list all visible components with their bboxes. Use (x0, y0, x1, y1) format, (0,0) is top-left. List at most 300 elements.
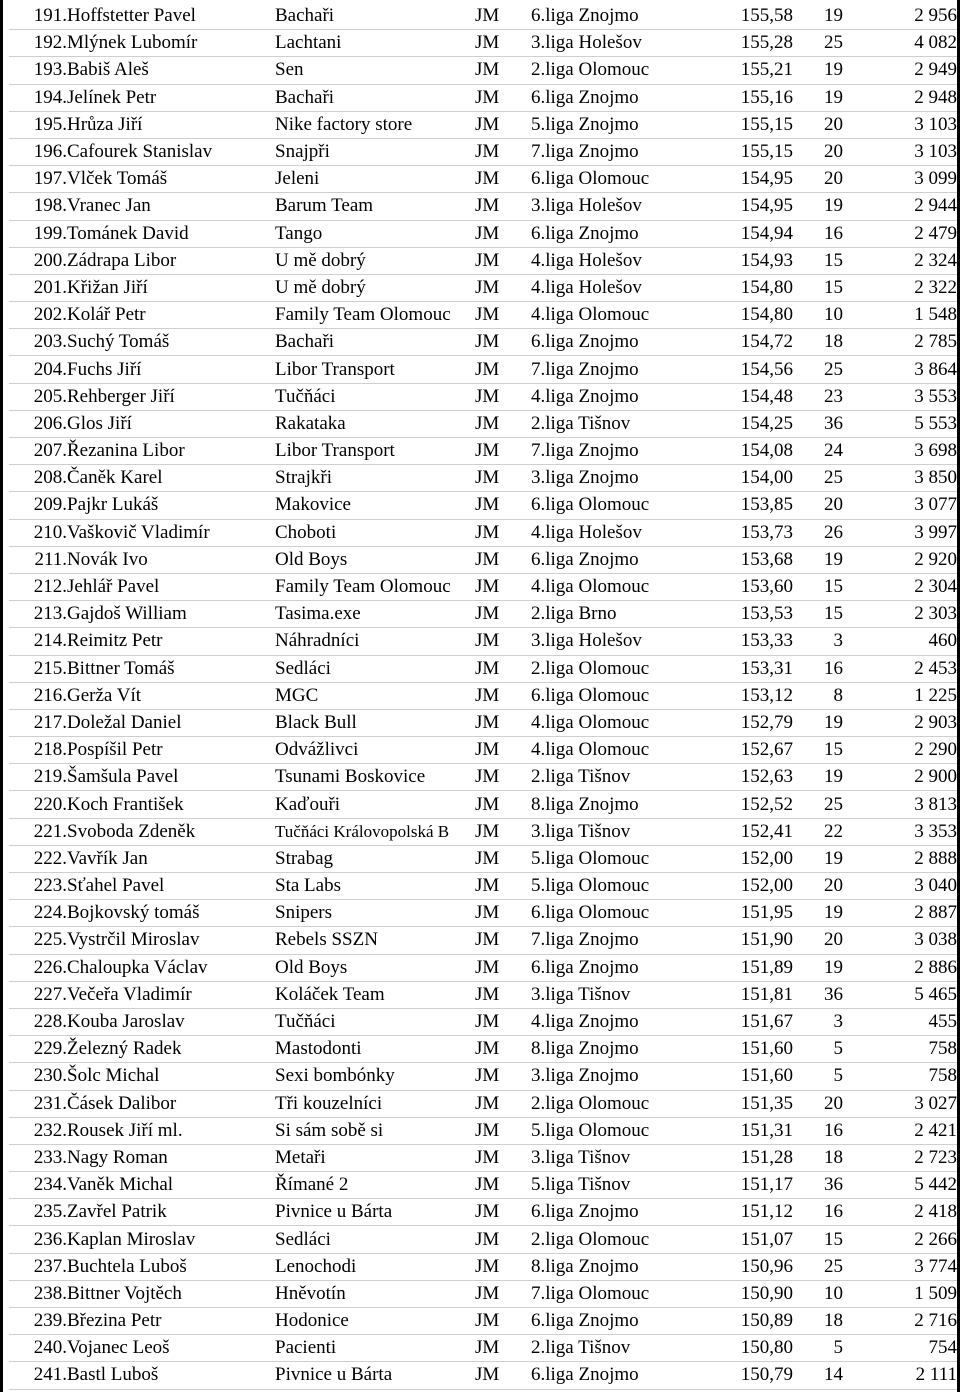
player-name-cell: Vaškovič Vladimír (67, 519, 275, 546)
games-cell: 20 (793, 873, 843, 900)
region-cell: JM (475, 954, 531, 981)
player-name-cell: Vavřík Jan (67, 845, 275, 872)
team-cell: U mě dobrý (275, 247, 475, 274)
table-row (9, 111, 957, 138)
average-cell: 151,28 (681, 1144, 793, 1171)
average-cell: 152,41 (681, 818, 793, 845)
team-cell: Tučňáci (275, 1008, 475, 1035)
total-cell: 3 813 (843, 791, 957, 818)
table-row (9, 220, 957, 247)
total-cell: 5 465 (843, 981, 957, 1008)
rank-cell: 240. (9, 1335, 67, 1362)
league-cell: 2.liga Tišnov (531, 1335, 681, 1362)
games-cell: 25 (793, 356, 843, 383)
average-cell: 151,12 (681, 1199, 793, 1226)
rank-cell: 202. (9, 302, 67, 329)
total-cell: 2 956 (843, 3, 957, 30)
team-cell: Sexi bombónky (275, 1063, 475, 1090)
league-cell: 6.liga Znojmo (531, 220, 681, 247)
rank-cell: 237. (9, 1253, 67, 1280)
average-cell: 151,81 (681, 981, 793, 1008)
region-cell: JM (475, 1144, 531, 1171)
table-row (9, 1008, 957, 1035)
games-cell: 25 (793, 1253, 843, 1280)
player-name-cell: Hoffstetter Pavel (67, 3, 275, 30)
total-cell: 3 850 (843, 465, 957, 492)
region-cell: JM (475, 3, 531, 30)
average-cell: 151,60 (681, 1063, 793, 1090)
total-cell: 758 (843, 1036, 957, 1063)
table-row (9, 138, 957, 165)
rank-cell: 215. (9, 655, 67, 682)
league-cell: 6.liga Olomouc (531, 166, 681, 193)
average-cell: 151,95 (681, 900, 793, 927)
player-name-cell: Doležal Daniel (67, 709, 275, 736)
league-cell: 3.liga Znojmo (531, 1063, 681, 1090)
region-cell: JM (475, 519, 531, 546)
rank-cell: 236. (9, 1226, 67, 1253)
league-cell: 6.liga Znojmo (531, 954, 681, 981)
team-cell: Lenochodi (275, 1253, 475, 1280)
player-name-cell: Mlýnek Lubomír (67, 30, 275, 57)
games-cell: 19 (793, 709, 843, 736)
rank-cell: 227. (9, 981, 67, 1008)
player-name-cell: Čásek Dalibor (67, 1090, 275, 1117)
table-row (9, 57, 957, 84)
region-cell: JM (475, 1063, 531, 1090)
league-cell: 7.liga Znojmo (531, 438, 681, 465)
region-cell: JM (475, 57, 531, 84)
team-cell: Barum Team (275, 193, 475, 220)
player-name-cell: Suchý Tomáš (67, 329, 275, 356)
rank-cell: 213. (9, 601, 67, 628)
team-cell: Římané 2 (275, 1172, 475, 1199)
games-cell: 26 (793, 519, 843, 546)
average-cell: 151,35 (681, 1090, 793, 1117)
league-cell: 3.liga Holešov (531, 628, 681, 655)
player-name-cell: Koch František (67, 791, 275, 818)
rank-cell: 224. (9, 900, 67, 927)
rank-cell: 225. (9, 927, 67, 954)
league-cell: 5.liga Tišnov (531, 1172, 681, 1199)
results-table-body (9, 3, 957, 1389)
games-cell: 25 (793, 465, 843, 492)
team-cell: Sta Labs (275, 873, 475, 900)
rank-cell: 233. (9, 1144, 67, 1171)
table-row (9, 573, 957, 600)
team-cell: Tsunami Boskovice (275, 764, 475, 791)
player-name-cell: Šamšula Pavel (67, 764, 275, 791)
league-cell: 6.liga Znojmo (531, 84, 681, 111)
rank-cell: 203. (9, 329, 67, 356)
total-cell: 754 (843, 1335, 957, 1362)
league-cell: 8.liga Znojmo (531, 1253, 681, 1280)
league-cell: 3.liga Holešov (531, 193, 681, 220)
team-cell: Bachaři (275, 84, 475, 111)
total-cell: 2 723 (843, 1144, 957, 1171)
team-cell: U mě dobrý (275, 274, 475, 301)
team-cell: Tasima.exe (275, 601, 475, 628)
team-cell: Si sám sobě si (275, 1117, 475, 1144)
total-cell: 3 103 (843, 138, 957, 165)
team-cell: Nike factory store (275, 111, 475, 138)
region-cell: JM (475, 383, 531, 410)
games-cell: 3 (793, 1008, 843, 1035)
team-cell: Pivnice u Bárta (275, 1362, 475, 1389)
table-row (9, 873, 957, 900)
team-cell: Family Team Olomouc (275, 573, 475, 600)
player-name-cell: Rousek Jiří ml. (67, 1117, 275, 1144)
average-cell: 154,95 (681, 193, 793, 220)
average-cell: 151,17 (681, 1172, 793, 1199)
player-name-cell: Cafourek Stanislav (67, 138, 275, 165)
region-cell: JM (475, 138, 531, 165)
games-cell: 20 (793, 492, 843, 519)
average-cell: 154,72 (681, 329, 793, 356)
rank-cell: 208. (9, 465, 67, 492)
average-cell: 153,53 (681, 601, 793, 628)
region-cell: JM (475, 927, 531, 954)
table-row (9, 274, 957, 301)
games-cell: 19 (793, 57, 843, 84)
region-cell: JM (475, 573, 531, 600)
region-cell: JM (475, 1253, 531, 1280)
league-cell: 6.liga Znojmo (531, 3, 681, 30)
region-cell: JM (475, 628, 531, 655)
team-cell: Jeleni (275, 166, 475, 193)
league-cell: 4.liga Holešov (531, 519, 681, 546)
team-cell: Tučňáci Královopolská B (275, 818, 475, 845)
league-cell: 4.liga Holešov (531, 274, 681, 301)
total-cell: 758 (843, 1063, 957, 1090)
region-cell: JM (475, 1117, 531, 1144)
player-name-cell: Gerža Vít (67, 682, 275, 709)
league-cell: 3.liga Tišnov (531, 1144, 681, 1171)
team-cell: Rebels SSZN (275, 927, 475, 954)
rank-cell: 191. (9, 3, 67, 30)
rank-cell: 219. (9, 764, 67, 791)
team-cell: Mastodonti (275, 1036, 475, 1063)
region-cell: JM (475, 247, 531, 274)
rank-cell: 230. (9, 1063, 67, 1090)
average-cell: 153,68 (681, 546, 793, 573)
total-cell: 5 553 (843, 410, 957, 437)
table-row (9, 1144, 957, 1171)
table-row (9, 954, 957, 981)
results-table (9, 3, 957, 1390)
player-name-cell: Vranec Jan (67, 193, 275, 220)
average-cell: 150,80 (681, 1335, 793, 1362)
rank-cell: 207. (9, 438, 67, 465)
rank-cell: 200. (9, 247, 67, 274)
region-cell: JM (475, 1008, 531, 1035)
average-cell: 155,16 (681, 84, 793, 111)
games-cell: 15 (793, 1226, 843, 1253)
total-cell: 3 103 (843, 111, 957, 138)
league-cell: 2.liga Olomouc (531, 1226, 681, 1253)
total-cell: 3 040 (843, 873, 957, 900)
table-row (9, 302, 957, 329)
league-cell: 5.liga Olomouc (531, 845, 681, 872)
team-cell: Tango (275, 220, 475, 247)
total-cell: 3 698 (843, 438, 957, 465)
rank-cell: 194. (9, 84, 67, 111)
player-name-cell: Glos Jiří (67, 410, 275, 437)
league-cell: 4.liga Olomouc (531, 573, 681, 600)
total-cell: 3 553 (843, 383, 957, 410)
league-cell: 6.liga Znojmo (531, 1308, 681, 1335)
games-cell: 23 (793, 383, 843, 410)
average-cell: 154,80 (681, 302, 793, 329)
rank-cell: 204. (9, 356, 67, 383)
average-cell: 152,00 (681, 873, 793, 900)
player-name-cell: Kouba Jaroslav (67, 1008, 275, 1035)
team-cell: Lachtani (275, 30, 475, 57)
total-cell: 2 886 (843, 954, 957, 981)
region-cell: JM (475, 845, 531, 872)
region-cell: JM (475, 981, 531, 1008)
games-cell: 8 (793, 682, 843, 709)
region-cell: JM (475, 737, 531, 764)
table-row (9, 166, 957, 193)
league-cell: 2.liga Olomouc (531, 57, 681, 84)
average-cell: 154,08 (681, 438, 793, 465)
region-cell: JM (475, 1199, 531, 1226)
table-row (9, 655, 957, 682)
player-name-cell: Babiš Aleš (67, 57, 275, 84)
player-name-cell: Novák Ivo (67, 546, 275, 573)
total-cell: 2 920 (843, 546, 957, 573)
average-cell: 155,21 (681, 57, 793, 84)
average-cell: 153,33 (681, 628, 793, 655)
region-cell: JM (475, 193, 531, 220)
league-cell: 5.liga Olomouc (531, 1117, 681, 1144)
team-cell: Sedláci (275, 655, 475, 682)
total-cell: 2 888 (843, 845, 957, 872)
league-cell: 8.liga Znojmo (531, 1036, 681, 1063)
total-cell: 3 997 (843, 519, 957, 546)
team-cell: Snajpři (275, 138, 475, 165)
average-cell: 152,63 (681, 764, 793, 791)
total-cell: 3 099 (843, 166, 957, 193)
team-cell: Choboti (275, 519, 475, 546)
rank-cell: 239. (9, 1308, 67, 1335)
team-cell: Old Boys (275, 954, 475, 981)
table-row (9, 682, 957, 709)
league-cell: 7.liga Znojmo (531, 927, 681, 954)
games-cell: 5 (793, 1063, 843, 1090)
total-cell: 2 304 (843, 573, 957, 600)
region-cell: JM (475, 1226, 531, 1253)
region-cell: JM (475, 655, 531, 682)
rank-cell: 205. (9, 383, 67, 410)
average-cell: 152,00 (681, 845, 793, 872)
average-cell: 154,48 (681, 383, 793, 410)
team-cell: Sen (275, 57, 475, 84)
average-cell: 151,31 (681, 1117, 793, 1144)
rank-cell: 209. (9, 492, 67, 519)
average-cell: 151,07 (681, 1226, 793, 1253)
games-cell: 16 (793, 655, 843, 682)
league-cell: 6.liga Olomouc (531, 682, 681, 709)
player-name-cell: Vojanec Leoš (67, 1335, 275, 1362)
games-cell: 19 (793, 954, 843, 981)
total-cell: 2 716 (843, 1308, 957, 1335)
league-cell: 6.liga Znojmo (531, 546, 681, 573)
total-cell: 2 948 (843, 84, 957, 111)
region-cell: JM (475, 1335, 531, 1362)
table-row (9, 764, 957, 791)
rank-cell: 196. (9, 138, 67, 165)
rank-cell: 220. (9, 791, 67, 818)
table-row (9, 1362, 957, 1389)
total-cell: 2 453 (843, 655, 957, 682)
table-row (9, 1117, 957, 1144)
player-name-cell: Březina Petr (67, 1308, 275, 1335)
league-cell: 4.liga Olomouc (531, 302, 681, 329)
player-name-cell: Gajdoš William (67, 601, 275, 628)
average-cell: 152,67 (681, 737, 793, 764)
player-name-cell: Vystrčil Miroslav (67, 927, 275, 954)
table-row (9, 1253, 957, 1280)
games-cell: 20 (793, 166, 843, 193)
player-name-cell: Reimitz Petr (67, 628, 275, 655)
games-cell: 22 (793, 818, 843, 845)
table-row (9, 1036, 957, 1063)
average-cell: 151,89 (681, 954, 793, 981)
games-cell: 36 (793, 1172, 843, 1199)
player-name-cell: Jehlář Pavel (67, 573, 275, 600)
rank-cell: 223. (9, 873, 67, 900)
table-row (9, 438, 957, 465)
table-row (9, 193, 957, 220)
league-cell: 7.liga Znojmo (531, 138, 681, 165)
games-cell: 19 (793, 764, 843, 791)
region-cell: JM (475, 329, 531, 356)
total-cell: 5 442 (843, 1172, 957, 1199)
league-cell: 4.liga Olomouc (531, 709, 681, 736)
team-cell: Bachaři (275, 329, 475, 356)
table-row (9, 1199, 957, 1226)
games-cell: 19 (793, 900, 843, 927)
rank-cell: 197. (9, 166, 67, 193)
team-cell: Strabag (275, 845, 475, 872)
region-cell: JM (475, 410, 531, 437)
rank-cell: 241. (9, 1362, 67, 1389)
region-cell: JM (475, 1036, 531, 1063)
games-cell: 16 (793, 1117, 843, 1144)
rank-cell: 226. (9, 954, 67, 981)
league-cell: 7.liga Olomouc (531, 1280, 681, 1307)
region-cell: JM (475, 220, 531, 247)
total-cell: 2 322 (843, 274, 957, 301)
table-row (9, 845, 957, 872)
average-cell: 150,79 (681, 1362, 793, 1389)
team-cell: MGC (275, 682, 475, 709)
player-name-cell: Fuchs Jiří (67, 356, 275, 383)
player-name-cell: Řezanina Libor (67, 438, 275, 465)
total-cell: 3 774 (843, 1253, 957, 1280)
games-cell: 20 (793, 1090, 843, 1117)
rank-cell: 217. (9, 709, 67, 736)
games-cell: 5 (793, 1335, 843, 1362)
team-cell: Rakataka (275, 410, 475, 437)
team-cell: Hněvotín (275, 1280, 475, 1307)
total-cell: 2 785 (843, 329, 957, 356)
team-cell: Strajkři (275, 465, 475, 492)
average-cell: 154,93 (681, 247, 793, 274)
player-name-cell: Chaloupka Václav (67, 954, 275, 981)
rank-cell: 214. (9, 628, 67, 655)
games-cell: 20 (793, 111, 843, 138)
team-cell: Hodonice (275, 1308, 475, 1335)
games-cell: 25 (793, 791, 843, 818)
total-cell: 2 479 (843, 220, 957, 247)
table-row (9, 628, 957, 655)
average-cell: 150,90 (681, 1280, 793, 1307)
player-name-cell: Křižan Jiří (67, 274, 275, 301)
region-cell: JM (475, 1362, 531, 1389)
region-cell: JM (475, 546, 531, 573)
team-cell: Snipers (275, 900, 475, 927)
league-cell: 6.liga Olomouc (531, 492, 681, 519)
average-cell: 152,79 (681, 709, 793, 736)
table-row (9, 519, 957, 546)
average-cell: 155,15 (681, 111, 793, 138)
region-cell: JM (475, 30, 531, 57)
league-cell: 2.liga Tišnov (531, 764, 681, 791)
rank-cell: 199. (9, 220, 67, 247)
table-row (9, 737, 957, 764)
player-name-cell: Železný Radek (67, 1036, 275, 1063)
games-cell: 15 (793, 247, 843, 274)
region-cell: JM (475, 1172, 531, 1199)
average-cell: 154,95 (681, 166, 793, 193)
rank-cell: 234. (9, 1172, 67, 1199)
rank-cell: 206. (9, 410, 67, 437)
team-cell: Libor Transport (275, 356, 475, 383)
region-cell: JM (475, 302, 531, 329)
player-name-cell: Bastl Luboš (67, 1362, 275, 1389)
total-cell: 2 900 (843, 764, 957, 791)
player-name-cell: Kaplan Miroslav (67, 1226, 275, 1253)
rank-cell: 231. (9, 1090, 67, 1117)
rank-cell: 218. (9, 737, 67, 764)
league-cell: 7.liga Znojmo (531, 356, 681, 383)
total-cell: 3 353 (843, 818, 957, 845)
team-cell: Old Boys (275, 546, 475, 573)
average-cell: 155,15 (681, 138, 793, 165)
player-name-cell: Zádrapa Libor (67, 247, 275, 274)
average-cell: 154,80 (681, 274, 793, 301)
games-cell: 3 (793, 628, 843, 655)
games-cell: 15 (793, 573, 843, 600)
total-cell: 455 (843, 1008, 957, 1035)
total-cell: 2 111 (843, 1362, 957, 1389)
team-cell: Koláček Team (275, 981, 475, 1008)
player-name-cell: Nagy Roman (67, 1144, 275, 1171)
team-cell: Black Bull (275, 709, 475, 736)
player-name-cell: Kolář Petr (67, 302, 275, 329)
rank-cell: 235. (9, 1199, 67, 1226)
table-row (9, 981, 957, 1008)
rank-cell: 232. (9, 1117, 67, 1144)
player-name-cell: Hrůza Jiří (67, 111, 275, 138)
average-cell: 153,60 (681, 573, 793, 600)
team-cell: Pivnice u Bárta (275, 1199, 475, 1226)
games-cell: 5 (793, 1036, 843, 1063)
region-cell: JM (475, 465, 531, 492)
